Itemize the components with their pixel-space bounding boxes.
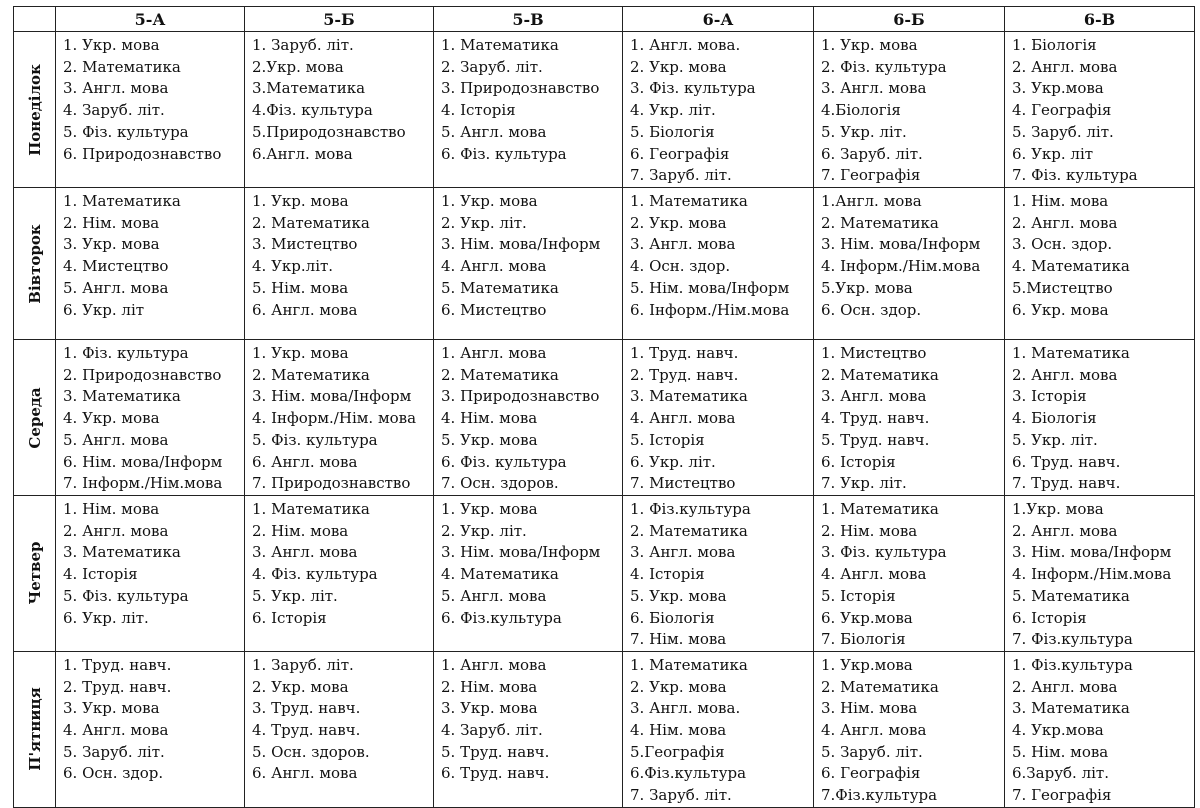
lesson-item: 1. Математика	[441, 36, 559, 54]
lesson-item: 5. Укр. мова	[441, 430, 538, 449]
lesson-item: 7. Фіз.культура	[1012, 630, 1133, 649]
lesson-item: 4. Укр. літ.	[630, 101, 716, 120]
lesson-item: 3. Нім. мова	[821, 699, 918, 718]
lesson-list	[1005, 652, 1194, 807]
lesson-item: 3. Математика	[630, 387, 748, 406]
lesson-item: 5.Мистецтво	[1012, 278, 1113, 297]
lesson-item: 6.Заруб. літ.	[1012, 764, 1109, 783]
lesson-item: 3. Нім. мова/Інформ	[441, 235, 601, 254]
lesson-item: 2. Англ. мова	[1012, 521, 1118, 540]
lesson-cell	[623, 32, 814, 188]
lesson-item: 6. Англ. мова	[252, 452, 358, 471]
lesson-item: 7. Осн. здоров.	[441, 474, 559, 493]
lesson-item: 2. Укр. мова	[252, 677, 349, 696]
lesson-list	[814, 652, 1004, 807]
lesson-item: 4. Нім. мова	[441, 409, 538, 428]
lesson-cell	[56, 340, 245, 496]
lesson-item: 6. Інформ./Нім.мова	[630, 300, 790, 319]
lesson-item: 1. Нім. мова	[1012, 192, 1109, 210]
lesson-item: 2. Фіз. культура	[821, 57, 947, 76]
lesson-item: 4. Англ. мова	[441, 257, 547, 276]
lesson-cell	[1005, 651, 1195, 807]
lesson-item: 5. Укр. мова	[630, 586, 727, 605]
lesson-item: 2. Труд. навч.	[63, 677, 172, 696]
lesson-item: 1. Мистецтво	[821, 344, 927, 362]
lesson-list	[623, 652, 813, 807]
lesson-list	[56, 652, 244, 785]
lesson-item: 3. Нім. мова/Інформ	[1012, 543, 1172, 562]
header-row	[14, 7, 1195, 32]
lesson-cell	[623, 651, 814, 807]
lesson-item: 6. Англ. мова	[252, 300, 358, 319]
lesson-list	[814, 188, 1004, 321]
day-row	[14, 496, 1195, 652]
lesson-item: 4. Інформ./Нім. мова	[252, 409, 417, 428]
lesson-item: 5. Укр. літ.	[252, 586, 338, 605]
lesson-cell	[1005, 32, 1195, 188]
lesson-item: 3. Історія	[1012, 387, 1087, 406]
day-label-cell	[14, 651, 56, 807]
lesson-item: 5. Біологія	[630, 122, 715, 141]
lesson-item: 6. Історія	[252, 608, 327, 627]
lesson-list	[1005, 188, 1194, 321]
lesson-item: 2. Нім. мова	[63, 213, 160, 232]
lesson-item: 2. Математика	[630, 521, 748, 540]
lesson-item: 5. Англ. мова	[441, 122, 547, 141]
lesson-item: 2. Труд. навч.	[630, 365, 739, 384]
lesson-list	[814, 496, 1004, 651]
lesson-item: 1. Математика	[630, 655, 748, 674]
lesson-item: 2. Нім. мова	[441, 677, 538, 696]
lesson-item: 4. Заруб. літ.	[63, 101, 165, 120]
lesson-item: 4. Історія	[63, 565, 138, 584]
day-row	[14, 651, 1195, 807]
day-row	[14, 340, 1195, 496]
lesson-list	[623, 496, 813, 651]
lesson-item: 5. Англ. мова	[441, 586, 547, 605]
lesson-item: 5. Англ. мова	[63, 430, 169, 449]
lesson-item: 2. Математика	[63, 57, 181, 76]
lesson-cell	[814, 32, 1005, 188]
lesson-list	[623, 32, 813, 187]
lesson-item: 2. Англ. мова	[1012, 213, 1118, 232]
lesson-item: 5. Математика	[1012, 586, 1130, 605]
lesson-item: 2. Математика	[821, 365, 939, 384]
lesson-item: 3. Математика	[63, 543, 181, 562]
lesson-item: 4.Фіз. культура	[252, 101, 373, 120]
class-header: 6-А	[623, 7, 814, 32]
lesson-list	[434, 188, 622, 321]
lesson-item: 6. Укр. літ.	[63, 608, 149, 627]
lesson-item: 3. Фіз. культура	[821, 543, 947, 562]
lesson-cell	[814, 496, 1005, 652]
lesson-list	[56, 496, 244, 629]
lesson-item: 4. Мистецтво	[63, 257, 169, 276]
lesson-cell	[56, 651, 245, 807]
lesson-item: 4. Англ. мова	[63, 721, 169, 740]
lesson-list	[56, 32, 244, 165]
class-header: 5-А	[56, 7, 245, 32]
lesson-item: 1. Математика	[630, 192, 748, 210]
lesson-list	[245, 188, 433, 321]
lesson-cell	[245, 340, 434, 496]
lesson-item: 6.Фіз.культура	[630, 764, 747, 783]
lesson-list	[434, 340, 622, 495]
lesson-item: 7. Фіз. культура	[1012, 166, 1138, 185]
lesson-item: 1. Англ. мова	[441, 344, 547, 362]
lesson-item: 6. Укр. літ.	[630, 452, 716, 471]
day-label-cell	[14, 496, 56, 652]
lesson-cell	[434, 496, 623, 652]
lesson-item: 3. Природознавство	[441, 79, 600, 98]
lesson-item: 6. Історія	[821, 452, 896, 471]
lesson-item: 4. Англ. мова	[630, 409, 736, 428]
lesson-cell	[623, 340, 814, 496]
lesson-item: 5. Укр. літ.	[821, 122, 907, 141]
lesson-item: 1. Математика	[252, 500, 370, 518]
lesson-item: 2. Укр. мова	[630, 57, 727, 76]
lesson-item: 2. Природознавство	[63, 365, 222, 384]
lesson-item: 1. Укр.мова	[821, 655, 913, 674]
lesson-item: 2. Англ. мова	[1012, 677, 1118, 696]
lesson-item: 6. Фіз. культура	[441, 452, 567, 471]
lesson-item: 4. Труд. навч.	[252, 721, 361, 740]
lesson-item: 3.Математика	[252, 79, 366, 98]
lesson-item: 3. Фіз. культура	[630, 79, 756, 98]
lesson-item: 5. Англ. мова	[63, 278, 169, 297]
day-row	[14, 188, 1195, 340]
lesson-item: 6. Природознавство	[63, 144, 222, 163]
lesson-cell	[245, 32, 434, 188]
lesson-item: 6. Осн. здор.	[63, 764, 164, 783]
lesson-item: 3. Осн. здор.	[1012, 235, 1113, 254]
lesson-cell	[623, 496, 814, 652]
lesson-item: 2. Англ. мова	[1012, 365, 1118, 384]
lesson-list	[1005, 496, 1194, 651]
lesson-item: 3. Англ. мова	[252, 543, 358, 562]
lesson-item: 2. Математика	[252, 213, 370, 232]
lesson-item: 3. Укр. мова	[63, 235, 160, 254]
lesson-item: 2. Заруб. літ.	[441, 57, 543, 76]
lesson-cell	[56, 496, 245, 652]
lesson-item: 7. Заруб. літ.	[630, 166, 732, 185]
lesson-item: 3. Укр.мова	[1012, 79, 1104, 98]
lesson-item: 3. Англ. мова	[630, 543, 736, 562]
lesson-item: 5. Заруб. літ.	[1012, 122, 1114, 141]
lesson-item: 2. Математика	[252, 365, 370, 384]
lesson-item: 3. Природознавство	[441, 387, 600, 406]
day-label: Середа	[25, 386, 44, 449]
lesson-item: 1. Укр. мова	[63, 36, 160, 54]
lesson-item: 6. Труд. навч.	[441, 764, 550, 783]
lesson-item: 5. Математика	[441, 278, 559, 297]
lesson-item: 4. Математика	[1012, 257, 1130, 276]
lesson-item: 1. Укр. мова	[441, 192, 538, 210]
lesson-item: 2. Математика	[821, 677, 939, 696]
lesson-list	[623, 340, 813, 495]
lesson-item: 4. Географія	[1012, 101, 1112, 120]
lesson-item: 1. Англ. мова	[441, 655, 547, 674]
lesson-item: 3. Математика	[63, 387, 181, 406]
lesson-cell	[56, 32, 245, 188]
lesson-item: 4. Математика	[441, 565, 559, 584]
lesson-item: 7. Географія	[1012, 786, 1112, 805]
lesson-cell	[434, 188, 623, 340]
lesson-cell	[623, 188, 814, 340]
day-label-cell	[14, 32, 56, 188]
lesson-item: 3. Англ. мова	[630, 235, 736, 254]
lesson-item: 2. Нім. мова	[252, 521, 349, 540]
lesson-list	[623, 188, 813, 321]
lesson-item: 4. Труд. навч.	[821, 409, 930, 428]
lesson-list	[56, 340, 244, 495]
lesson-item: 4. Історія	[630, 565, 705, 584]
lesson-item: 6. Історія	[1012, 608, 1087, 627]
lesson-item: 4. Англ. мова	[821, 565, 927, 584]
lesson-item: 5. Нім. мова	[252, 278, 349, 297]
lesson-item: 6. Осн. здор.	[821, 300, 922, 319]
lesson-item: 1. Фіз. культура	[63, 344, 189, 362]
lesson-item: 1. Укр. мова	[252, 192, 349, 210]
lesson-item: 4. Фіз. культура	[252, 565, 378, 584]
lesson-item: 5. Нім. мова	[1012, 742, 1109, 761]
lesson-item: 3. Англ. мова	[63, 79, 169, 98]
lesson-item: 1. Нім. мова	[63, 500, 160, 518]
lesson-cell	[1005, 496, 1195, 652]
lesson-item: 7. Мистецтво	[630, 474, 736, 493]
lesson-item: 2. Укр. літ.	[441, 213, 527, 232]
lesson-item: 3. Нім. мова/Інформ	[821, 235, 981, 254]
lesson-cell	[434, 32, 623, 188]
lesson-item: 1. Біологія	[1012, 36, 1097, 54]
lesson-list	[814, 340, 1004, 495]
corner-cell	[14, 7, 56, 32]
lesson-item: 1. Укр. мова	[821, 36, 918, 54]
lesson-item: 2. Математика	[441, 365, 559, 384]
lesson-item: 6. Укр. літ	[1012, 144, 1094, 163]
lesson-item: 6. Укр. мова	[1012, 300, 1109, 319]
lesson-item: 6. Заруб. літ.	[821, 144, 923, 163]
lesson-item: 1. Англ. мова.	[630, 36, 741, 54]
lesson-item: 2. Нім. мова	[821, 521, 918, 540]
lesson-item: 6. Географія	[630, 144, 730, 163]
day-label-cell	[14, 340, 56, 496]
lesson-item: 4. Осн. здор.	[630, 257, 731, 276]
lesson-item: 2. Англ. мова	[1012, 57, 1118, 76]
class-header: 5-В	[434, 7, 623, 32]
class-header: 6-В	[1005, 7, 1195, 32]
lesson-list	[56, 188, 244, 321]
lesson-item: 1.Укр. мова	[1012, 500, 1104, 518]
lesson-cell	[434, 651, 623, 807]
lesson-item: 4. Заруб. літ.	[441, 721, 543, 740]
lesson-item: 5. Заруб. літ.	[63, 742, 165, 761]
lesson-item: 7. Географія	[821, 166, 921, 185]
lesson-cell	[245, 188, 434, 340]
lesson-item: 3. Труд. навч.	[252, 699, 361, 718]
lesson-item: 5.Природознавство	[252, 122, 406, 141]
lesson-item: 7.Фіз.культура	[821, 786, 938, 805]
lesson-list	[434, 652, 622, 785]
lesson-item: 6. Труд. навч.	[1012, 452, 1121, 471]
lesson-item: 3. Математика	[1012, 699, 1130, 718]
lesson-item: 7. Укр. літ.	[821, 474, 907, 493]
lesson-cell	[1005, 340, 1195, 496]
lesson-item: 5. Фіз. культура	[63, 586, 189, 605]
day-row	[14, 32, 1195, 188]
day-label: Понеділок	[25, 63, 44, 156]
lesson-item: 6.Англ. мова	[252, 144, 353, 163]
lesson-item: 1. Фіз.культура	[1012, 655, 1133, 674]
lesson-item: 3. Нім. мова/Інформ	[252, 387, 412, 406]
lesson-item: 1. Фіз.культура	[630, 500, 751, 518]
lesson-item: 6. Укр. літ	[63, 300, 145, 319]
lesson-item: 3. Укр. мова	[441, 699, 538, 718]
lesson-list	[814, 32, 1004, 187]
lesson-item: 2. Укр. мова	[630, 677, 727, 696]
day-label-cell	[14, 188, 56, 340]
lesson-item: 3. Нім. мова/Інформ	[441, 543, 601, 562]
lesson-item: 4.Біологія	[821, 101, 901, 120]
lesson-item: 3. Англ. мова	[821, 387, 927, 406]
lesson-item: 7. Природознавство	[252, 474, 411, 493]
lesson-cell	[814, 651, 1005, 807]
lesson-item: 2. Англ. мова	[63, 521, 169, 540]
lesson-cell	[434, 340, 623, 496]
lesson-item: 7. Заруб. літ.	[630, 786, 732, 805]
lesson-item: 3. Англ. мова	[821, 79, 927, 98]
lesson-cell	[245, 496, 434, 652]
lesson-item: 6. Географія	[821, 764, 921, 783]
lesson-item: 5. Історія	[821, 586, 896, 605]
lesson-item: 5. Укр. літ.	[1012, 430, 1098, 449]
class-header: 6-Б	[814, 7, 1005, 32]
lesson-item: 1. Математика	[63, 192, 181, 210]
lesson-item: 7. Труд. навч.	[1012, 474, 1121, 493]
day-label: П'ятниця	[25, 687, 44, 772]
lesson-item: 1.Англ. мова	[821, 192, 922, 210]
lesson-item: 3. Укр. мова	[63, 699, 160, 718]
lesson-item: 1. Математика	[821, 500, 939, 518]
timetable	[13, 6, 1195, 808]
lesson-item: 6. Біологія	[630, 608, 715, 627]
lesson-cell	[1005, 188, 1195, 340]
lesson-list	[245, 32, 433, 165]
lesson-item: 3. Англ. мова.	[630, 699, 741, 718]
lesson-item: 4. Укр.мова	[1012, 721, 1104, 740]
lesson-item: 1. Заруб. літ.	[252, 655, 354, 674]
lesson-item: 1. Укр. мова	[441, 500, 538, 518]
lesson-list	[245, 496, 433, 629]
lesson-item: 4. Англ. мова	[821, 721, 927, 740]
lesson-item: 5. Труд. навч.	[821, 430, 930, 449]
lesson-item: 4. Інформ./Нім.мова	[1012, 565, 1172, 584]
lesson-item: 3. Мистецтво	[252, 235, 358, 254]
day-label: Четвер	[25, 541, 44, 605]
lesson-item: 6. Мистецтво	[441, 300, 547, 319]
class-header: 5-Б	[245, 7, 434, 32]
lesson-item: 5. Труд. навч.	[441, 742, 550, 761]
day-label: Вівторок	[25, 223, 44, 304]
lesson-item: 4. Історія	[441, 101, 516, 120]
lesson-item: 5. Нім. мова/Інформ	[630, 278, 790, 297]
lesson-item: 1. Укр. мова	[252, 344, 349, 362]
lesson-item: 5. Історія	[630, 430, 705, 449]
lesson-item: 2. Укр. літ.	[441, 521, 527, 540]
lesson-item: 4. Нім. мова	[630, 721, 727, 740]
lesson-list	[1005, 340, 1194, 495]
lesson-item: 2. Укр. мова	[630, 213, 727, 232]
lesson-item: 2.Укр. мова	[252, 57, 344, 76]
lesson-item: 5.Географія	[630, 742, 725, 761]
lesson-cell	[814, 188, 1005, 340]
lesson-item: 4. Інформ./Нім.мова	[821, 257, 981, 276]
lesson-item: 7. Нім. мова	[630, 630, 727, 649]
lesson-cell	[56, 188, 245, 340]
lesson-item: 1. Математика	[1012, 344, 1130, 362]
lesson-item: 4. Біологія	[1012, 409, 1097, 428]
lesson-item: 6. Англ. мова	[252, 764, 358, 783]
lesson-item: 4. Укр. мова	[63, 409, 160, 428]
lesson-item: 7. Біологія	[821, 630, 906, 649]
lesson-item: 5. Фіз. культура	[252, 430, 378, 449]
lesson-item: 5. Заруб. літ.	[821, 742, 923, 761]
lesson-list	[245, 652, 433, 785]
lesson-item: 6. Фіз.культура	[441, 608, 562, 627]
lesson-item: 1. Труд. навч.	[630, 344, 739, 362]
lesson-item: 6. Укр.мова	[821, 608, 913, 627]
lesson-cell	[245, 651, 434, 807]
lesson-item: 2. Математика	[821, 213, 939, 232]
lesson-item: 7. Інформ./Нім.мова	[63, 474, 223, 493]
lesson-item: 5. Осн. здоров.	[252, 742, 370, 761]
lesson-list	[1005, 32, 1194, 187]
lesson-list	[245, 340, 433, 495]
lesson-list	[434, 496, 622, 629]
lesson-item: 6. Фіз. культура	[441, 144, 567, 163]
lesson-item: 4. Укр.літ.	[252, 257, 334, 276]
lesson-item: 6. Нім. мова/Інформ	[63, 452, 223, 471]
lesson-cell	[814, 340, 1005, 496]
lesson-item: 5.Укр. мова	[821, 278, 913, 297]
lesson-list	[434, 32, 622, 165]
lesson-item: 1. Заруб. літ.	[252, 36, 354, 54]
lesson-item: 1. Труд. навч.	[63, 655, 172, 674]
lesson-item: 5. Фіз. культура	[63, 122, 189, 141]
